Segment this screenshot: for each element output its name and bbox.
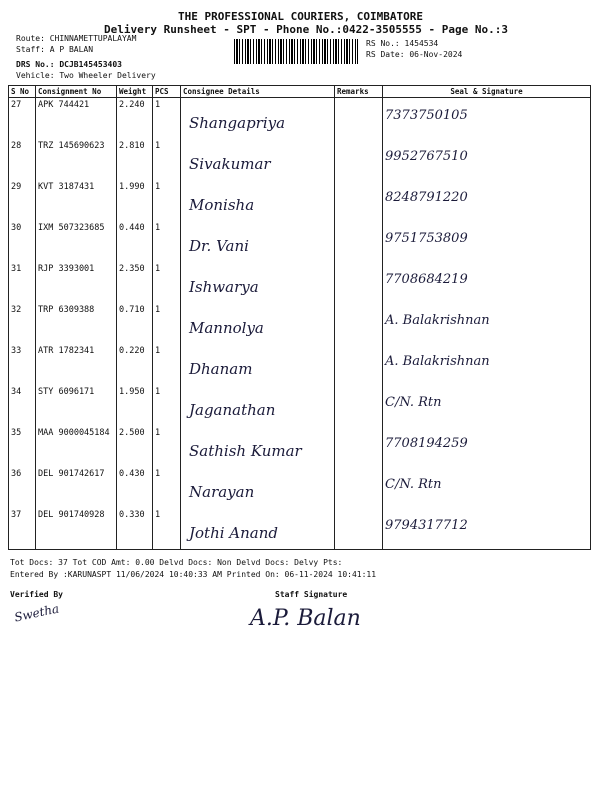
consignment-cell-text: APK 744421 — [38, 100, 90, 110]
weight-cell — [117, 467, 153, 508]
runsheet-table — [8, 85, 591, 550]
weight-cell — [117, 98, 153, 140]
sno-cell — [9, 303, 36, 344]
sno-cell-text: 33 — [11, 346, 22, 356]
consignment-cell — [36, 221, 117, 262]
weight-cell-text: 2.240 — [119, 100, 145, 110]
vehicle-label: Vehicle: Two Wheeler Delivery — [16, 71, 156, 80]
weight-cell-text: 2.500 — [119, 428, 145, 438]
table-row — [9, 180, 591, 221]
consignee-cell — [181, 385, 335, 426]
weight-cell — [117, 508, 153, 550]
consignee-cell-text: Sivakumar — [189, 155, 271, 173]
consignment-cell — [36, 508, 117, 550]
pcs-cell — [153, 221, 181, 262]
table-row — [9, 262, 591, 303]
consignee-cell — [181, 180, 335, 221]
sno-cell — [9, 426, 36, 467]
pcs-cell-text: 1 — [155, 469, 161, 479]
signature-cell — [383, 139, 591, 180]
sno-cell-text: 31 — [11, 264, 22, 274]
consignment-cell — [36, 344, 117, 385]
consignment-cell — [36, 262, 117, 303]
consignment-cell-text: DEL 901740928 — [38, 510, 105, 520]
pcs-cell-text: 1 — [155, 305, 161, 315]
consignee-cell-text: Monisha — [189, 196, 255, 214]
remarks-cell — [335, 303, 383, 344]
signature-cell — [383, 180, 591, 221]
remarks-cell — [335, 385, 383, 426]
weight-cell-text: 0.220 — [119, 346, 145, 356]
table-row — [9, 139, 591, 180]
signature-cell — [383, 262, 591, 303]
sno-cell — [9, 221, 36, 262]
sno-cell-text: 32 — [11, 305, 22, 315]
signature-cell — [383, 344, 591, 385]
signature-cell-text: 8248791220 — [385, 190, 468, 205]
weight-cell-text: 0.330 — [119, 510, 145, 520]
table-header-row — [9, 86, 591, 98]
signature-cell — [383, 221, 591, 262]
document-subtitle: Delivery Runsheet - SPT - Phone No.:0422-3505555 - Page No.:3 — [104, 23, 508, 36]
signature-cell-text: C/N. Rtn — [385, 395, 442, 410]
consignee-cell-text: Shangapriya — [189, 114, 286, 132]
sno-cell-text: 36 — [11, 469, 22, 479]
weight-cell-text: 0.440 — [119, 223, 145, 233]
sno-cell — [9, 344, 36, 385]
table-row — [9, 344, 591, 385]
consignment-cell — [36, 467, 117, 508]
route-label: Route: CHINNAMETTUPALAYAM — [16, 34, 137, 43]
signature-cell-text: 9794317712 — [385, 518, 468, 533]
remarks-cell — [335, 508, 383, 550]
document-title: THE PROFESSIONAL COURIERS, COIMBATORE — [178, 10, 424, 23]
weight-cell — [117, 139, 153, 180]
pcs-cell — [153, 262, 181, 303]
pcs-cell — [153, 303, 181, 344]
sno-cell-text: 27 — [11, 100, 22, 110]
weight-cell — [117, 180, 153, 221]
pcs-cell-text: 1 — [155, 223, 161, 233]
col-sno: S No — [9, 86, 36, 98]
pcs-cell — [153, 426, 181, 467]
sno-cell-text: 29 — [11, 182, 22, 192]
consignee-cell — [181, 426, 335, 467]
rs-number: RS No.: 1454534 — [366, 39, 439, 48]
table-row — [9, 221, 591, 262]
consignment-cell-text: TRZ 145690623 — [38, 141, 105, 151]
signature-cell — [383, 303, 591, 344]
weight-cell-text: 0.430 — [119, 469, 145, 479]
sno-cell — [9, 98, 36, 140]
sno-cell — [9, 508, 36, 550]
consignee-cell — [181, 221, 335, 262]
pcs-cell-text: 1 — [155, 510, 161, 520]
sno-cell — [9, 180, 36, 221]
staff-label: Staff: A P BALAN — [16, 45, 94, 54]
signature-cell-text: 9751753809 — [385, 231, 468, 246]
consignment-cell-text: IXM 507323685 — [38, 223, 105, 233]
consignee-cell — [181, 98, 335, 140]
remarks-cell — [335, 344, 383, 385]
barcode — [234, 39, 358, 64]
consignee-cell — [181, 139, 335, 180]
col-pcs: PCS — [153, 86, 181, 98]
remarks-cell — [335, 139, 383, 180]
signature-cell-text: C/N. Rtn — [385, 477, 442, 492]
sno-cell — [9, 262, 36, 303]
consignment-cell — [36, 139, 117, 180]
weight-cell-text: 1.950 — [119, 387, 145, 397]
consignee-cell — [181, 467, 335, 508]
pcs-cell-text: 1 — [155, 182, 161, 192]
consignment-cell-text: RJP 3393001 — [38, 264, 95, 274]
pcs-cell — [153, 508, 181, 550]
pcs-cell — [153, 98, 181, 140]
consignee-cell-text: Dhanam — [189, 360, 253, 378]
table-row — [9, 303, 591, 344]
staff-signature-label: Staff Signature — [275, 590, 348, 599]
verified-by-label: Verified By — [10, 590, 63, 599]
signature-cell — [383, 98, 591, 140]
signature-cell-text: 9952767510 — [385, 149, 468, 164]
signature-cell — [383, 508, 591, 550]
signature-cell-text: 7708194259 — [385, 436, 468, 451]
sno-cell-text: 28 — [11, 141, 22, 151]
pcs-cell-text: 1 — [155, 346, 161, 356]
consignment-cell — [36, 385, 117, 426]
sno-cell — [9, 385, 36, 426]
consignment-cell — [36, 180, 117, 221]
weight-cell — [117, 344, 153, 385]
pcs-cell — [153, 139, 181, 180]
remarks-cell — [335, 98, 383, 140]
col-consignee: Consignee Details — [181, 86, 335, 98]
col-consignment: Consignment No — [36, 86, 117, 98]
consignee-cell-text: Sathish Kumar — [189, 442, 302, 460]
col-signature: Seal & Signature — [383, 86, 591, 98]
table-row — [9, 467, 591, 508]
remarks-cell — [335, 262, 383, 303]
pcs-cell-text: 1 — [155, 387, 161, 397]
sno-cell-text: 35 — [11, 428, 22, 438]
consignment-cell-text: MAA 9000045184 — [38, 428, 110, 438]
consignment-cell-text: ATR 1782341 — [38, 346, 95, 356]
consignee-cell — [181, 344, 335, 385]
signature-cell — [383, 385, 591, 426]
consignee-cell-text: Jothi Anand — [189, 524, 278, 542]
consignee-cell — [181, 262, 335, 303]
signature-cell-text: 7373750105 — [385, 108, 468, 123]
pcs-cell — [153, 467, 181, 508]
signature-cell — [383, 467, 591, 508]
consignment-cell-text: KVT 3187431 — [38, 182, 95, 192]
table-row — [9, 426, 591, 467]
consignee-cell-text: Narayan — [189, 483, 255, 501]
remarks-cell — [335, 426, 383, 467]
pcs-cell-text: 1 — [155, 141, 161, 151]
weight-cell — [117, 426, 153, 467]
col-remarks: Remarks — [335, 86, 383, 98]
weight-cell-text: 2.810 — [119, 141, 145, 151]
entered-by-line: Entered By :KARUNASPT 11/06/2024 10:40:33 AM Printed On: 06-11-2024 10:41:11 — [10, 570, 377, 579]
verifier-signature: Swetha — [13, 601, 61, 625]
pcs-cell — [153, 180, 181, 221]
weight-cell — [117, 303, 153, 344]
weight-cell-text: 2.350 — [119, 264, 145, 274]
table-row — [9, 508, 591, 550]
pcs-cell — [153, 344, 181, 385]
remarks-cell — [335, 467, 383, 508]
pcs-cell-text: 1 — [155, 428, 161, 438]
weight-cell-text: 0.710 — [119, 305, 145, 315]
rs-date: RS Date: 06-Nov-2024 — [366, 50, 463, 59]
sno-cell-text: 30 — [11, 223, 22, 233]
consignment-cell-text: TRP 6309388 — [38, 305, 95, 315]
consignee-cell-text: Mannolya — [189, 319, 264, 337]
pcs-cell-text: 1 — [155, 264, 161, 274]
weight-cell-text: 1.990 — [119, 182, 145, 192]
totals-line: Tot Docs: 37 Tot COD Amt: 0.00 Delvd Docs: Non Delvd Docs: Delvy Pts: — [10, 558, 343, 567]
signature-cell-text: 7708684219 — [385, 272, 468, 287]
consignee-cell-text: Dr. Vani — [189, 237, 249, 255]
col-weight: Weight — [117, 86, 153, 98]
consignee-cell — [181, 508, 335, 550]
consignee-cell-text: Jaganathan — [189, 401, 276, 419]
drs-number: DRS No.: DCJB145453403 — [16, 60, 122, 69]
consignee-cell — [181, 303, 335, 344]
remarks-cell — [335, 180, 383, 221]
pcs-cell-text: 1 — [155, 100, 161, 110]
table-row — [9, 98, 591, 140]
pcs-cell — [153, 385, 181, 426]
sno-cell-text: 37 — [11, 510, 22, 520]
signature-cell — [383, 426, 591, 467]
sno-cell — [9, 467, 36, 508]
consignment-cell — [36, 98, 117, 140]
consignment-cell-text: DEL 901742617 — [38, 469, 105, 479]
weight-cell — [117, 262, 153, 303]
sno-cell — [9, 139, 36, 180]
weight-cell — [117, 221, 153, 262]
remarks-cell — [335, 221, 383, 262]
table-row — [9, 385, 591, 426]
consignment-cell — [36, 303, 117, 344]
consignment-cell — [36, 426, 117, 467]
signature-cell-text: A. Balakrishnan — [385, 354, 490, 369]
sno-cell-text: 34 — [11, 387, 22, 397]
consignee-cell-text: Ishwarya — [189, 278, 259, 296]
weight-cell — [117, 385, 153, 426]
staff-signature: A.P. Balan — [250, 606, 361, 631]
consignment-cell-text: STY 6096171 — [38, 387, 95, 397]
signature-cell-text: A. Balakrishnan — [385, 313, 490, 328]
